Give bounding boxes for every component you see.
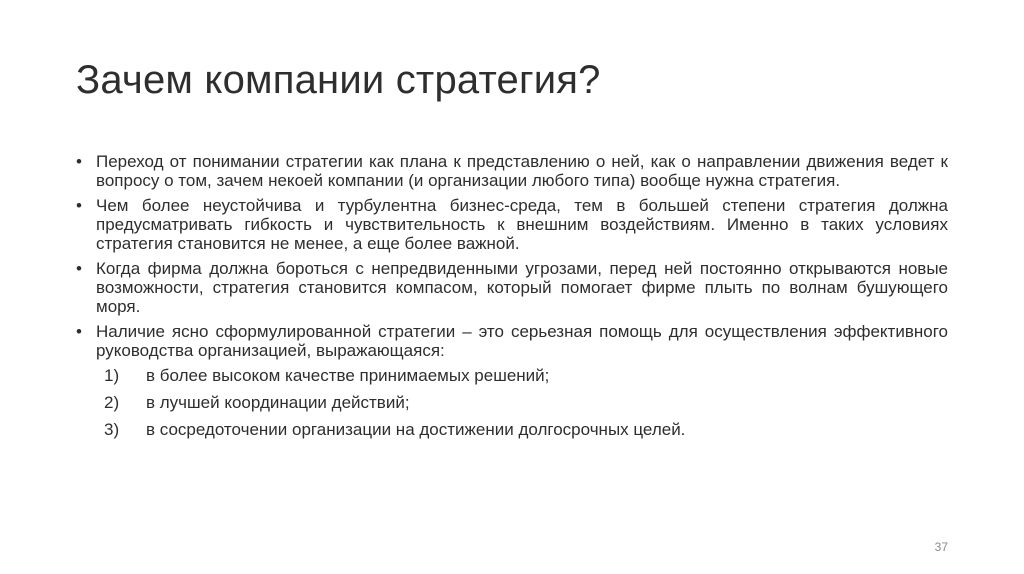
numbered-item-1 — [76, 366, 948, 385]
numbered-marker-3: 3) — [104, 420, 120, 439]
bullet-marker: • — [76, 196, 82, 215]
bullet-item-1 — [76, 152, 948, 190]
numbered-text-1: в более высоком качестве принимаемых решений; — [146, 366, 550, 385]
bullet-marker: • — [76, 322, 82, 341]
bullet-item-3 — [76, 259, 948, 316]
numbered-marker-1: 1) — [104, 366, 120, 385]
slide-title: Зачем компании стратегия? — [76, 58, 601, 102]
bullet-list — [76, 152, 948, 360]
bullet-item-2 — [76, 196, 948, 253]
slide-content — [76, 152, 948, 447]
numbered-text-3: в сосредоточении организации на достижении долгосрочных целей. — [146, 420, 686, 439]
bullet-marker: • — [76, 152, 82, 171]
bullet-marker: • — [76, 259, 82, 278]
numbered-list — [76, 366, 948, 439]
bullet-item-4 — [76, 322, 948, 360]
bullet-text-1: Переход от понимании стратегии как плана к представлению о ней, как о направлении движения ведет к вопросу о том, зачем некоей компании (и организации любого типа) вообще нужна стратегия. — [96, 152, 948, 190]
numbered-item-2 — [76, 393, 948, 412]
bullet-text-3: Когда фирма должна бороться с непредвиденными угрозами, перед ней постоянно открываются новые возможности, стратегия становится компасом, который помогает фирме плыть по волнам бушующего моря. — [96, 259, 948, 316]
bullet-text-2: Чем более неустойчива и турбулентна бизнес-среда, тем в большей степени стратегия должна предусматривать гибкость и чувствительность к внешним воздействиям. Именно в таких условиях стратегия становится не менее, а еще более важной. — [96, 196, 948, 253]
numbered-text-2: в лучшей координации действий; — [146, 393, 410, 412]
numbered-marker-2: 2) — [104, 393, 120, 412]
page-number: 37 — [934, 540, 948, 554]
bullet-text-4: Наличие ясно сформулированной стратегии – это серьезная помощь для осуществления эффективного руководства организацией, выражающаяся: — [96, 322, 948, 360]
numbered-item-3 — [76, 420, 948, 439]
